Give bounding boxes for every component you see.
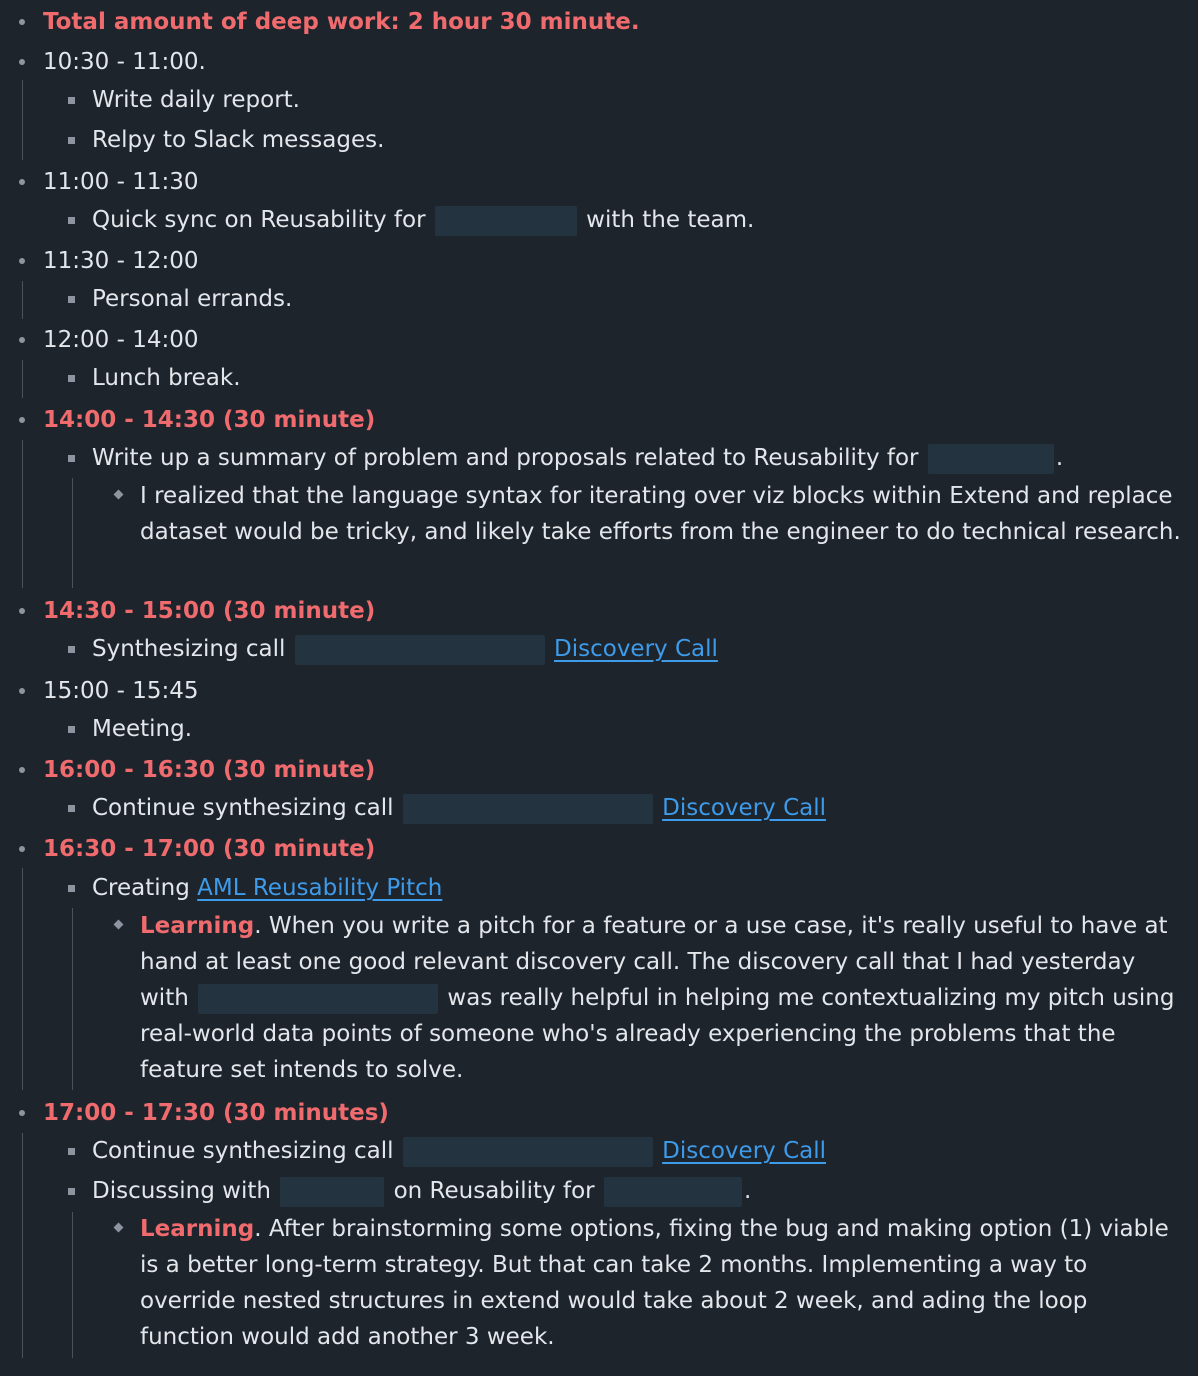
- bullet-icon: [19, 59, 25, 65]
- bullet-icon: [19, 767, 25, 773]
- task-text: [92, 1133, 826, 1169]
- time-slot: 14:00 - 14:30 (30 minute): [43, 407, 376, 433]
- bullet-icon: [114, 920, 124, 930]
- learning-note: [140, 1211, 1185, 1355]
- indent-guide: [22, 868, 23, 1090]
- indent-guide: [22, 281, 23, 319]
- bullet-icon: [68, 1148, 75, 1155]
- time-slot: 12:00 - 14:00: [43, 327, 199, 353]
- bullet-icon: [68, 217, 75, 224]
- bullet-icon: [19, 688, 25, 694]
- task-text-part: .: [1055, 445, 1064, 471]
- task-text-part: on Reusability for: [393, 1178, 595, 1204]
- time-slot: 14:30 - 15:00 (30 minute): [43, 598, 376, 624]
- task-text: [92, 790, 826, 826]
- redacted-block: [604, 1177, 742, 1207]
- task-text: [92, 631, 718, 667]
- bullet-icon: [19, 846, 25, 852]
- time-slot: 11:00 - 11:30: [43, 169, 199, 195]
- indent-guide: [72, 478, 73, 588]
- task-text: Relpy to Slack messages.: [92, 127, 385, 153]
- task-text-part: .: [743, 1178, 752, 1204]
- task-text-part: Quick sync on Reusability for: [92, 207, 426, 233]
- pitch-link[interactable]: AML Reusability Pitch: [197, 875, 443, 901]
- task-text: [92, 202, 754, 238]
- task-text-part: Continue synthesizing call: [92, 1138, 394, 1164]
- bullet-icon: [19, 179, 25, 185]
- redacted-block: [403, 794, 653, 824]
- bullet-icon: [68, 1188, 75, 1195]
- bullet-icon: [19, 337, 25, 343]
- task-text-part: Discussing with: [92, 1178, 271, 1204]
- time-slot: 11:30 - 12:00: [43, 248, 199, 274]
- bullet-icon: [19, 1110, 25, 1116]
- time-slot: 16:00 - 16:30 (30 minute): [43, 757, 376, 783]
- indent-guide: [22, 80, 23, 160]
- note-text: I realized that the language syntax for iterating over viz blocks within Extend and replace dataset would be tricky, and likely take efforts from the engineer to do technical research.: [140, 483, 1181, 545]
- time-slot: 10:30 - 11:00.: [43, 49, 206, 75]
- bullet-icon: [68, 97, 75, 104]
- indent-guide: [72, 1212, 73, 1358]
- bullet-icon: [19, 258, 25, 264]
- bullet-icon: [19, 19, 25, 25]
- bullet-icon: [68, 375, 75, 382]
- task-text: Write daily report.: [92, 87, 300, 113]
- discovery-call-link[interactable]: Discovery Call: [554, 636, 718, 662]
- indent-guide: [22, 360, 23, 398]
- bullet-icon: [19, 608, 25, 614]
- redacted-block: [280, 1177, 384, 1207]
- learning-label: Learning: [140, 1216, 255, 1242]
- task-text-part: Write up a summary of problem and proposals related to Reusability for: [92, 445, 919, 471]
- task-text-part: with the team.: [586, 207, 755, 233]
- bullet-icon: [68, 137, 75, 144]
- redacted-block: [403, 1137, 653, 1167]
- time-slot: 15:00 - 15:45: [43, 678, 199, 704]
- indent-guide: [22, 1133, 23, 1358]
- redacted-block: [198, 984, 438, 1014]
- bullet-icon: [68, 726, 75, 733]
- bullet-icon: [68, 885, 75, 892]
- redacted-block: [435, 206, 577, 236]
- task-text: Lunch break.: [92, 365, 241, 391]
- note-text: was really helpful in helping me contextualizing my pitch using real-world data points of someone who's already experiencing the problems that the feature set intends to solve.: [140, 985, 1175, 1083]
- discovery-call-link[interactable]: Discovery Call: [662, 1138, 826, 1164]
- learning-note: [140, 908, 1185, 1088]
- bullet-icon: [68, 646, 75, 653]
- task-text: [92, 440, 1063, 476]
- redacted-block: [295, 635, 545, 665]
- time-slot: 17:00 - 17:30 (30 minutes): [43, 1100, 389, 1126]
- redacted-block: [928, 444, 1054, 474]
- bullet-icon: [19, 417, 25, 423]
- note-text: . After brainstorming some options, fixing the bug and making option (1) viable is a better long-term strategy. But that can take 2 months. Implementing a way to override nested structures in extend would take about 2 week, and ading the loop function would add another 3 week.: [140, 1216, 1169, 1350]
- total-deep-work: Total amount of deep work: 2 hour 30 minute.: [43, 9, 640, 35]
- task-text-part: Creating: [92, 875, 190, 901]
- indent-guide: [22, 440, 23, 588]
- indent-guide: [72, 908, 73, 1090]
- task-text-part: Continue synthesizing call: [92, 795, 394, 821]
- bullet-icon: [68, 296, 75, 303]
- bullet-icon: [68, 455, 75, 462]
- learning-label: Learning: [140, 913, 255, 939]
- discovery-call-link[interactable]: Discovery Call: [662, 795, 826, 821]
- task-text: [92, 1173, 751, 1209]
- note-text: . When you write a pitch for a feature or a use case, it's really useful to have at hand at least one good relevant discovery call. The discovery call that I had yesterday with: [140, 913, 1168, 1011]
- task-text: Meeting.: [92, 716, 193, 742]
- time-slot: 16:30 - 17:00 (30 minute): [43, 836, 376, 862]
- task-text: Personal errands.: [92, 286, 293, 312]
- bullet-icon: [114, 490, 124, 500]
- bullet-icon: [114, 1223, 124, 1233]
- task-text-part: Synthesizing call: [92, 636, 286, 662]
- bullet-icon: [68, 805, 75, 812]
- task-text: [92, 870, 442, 906]
